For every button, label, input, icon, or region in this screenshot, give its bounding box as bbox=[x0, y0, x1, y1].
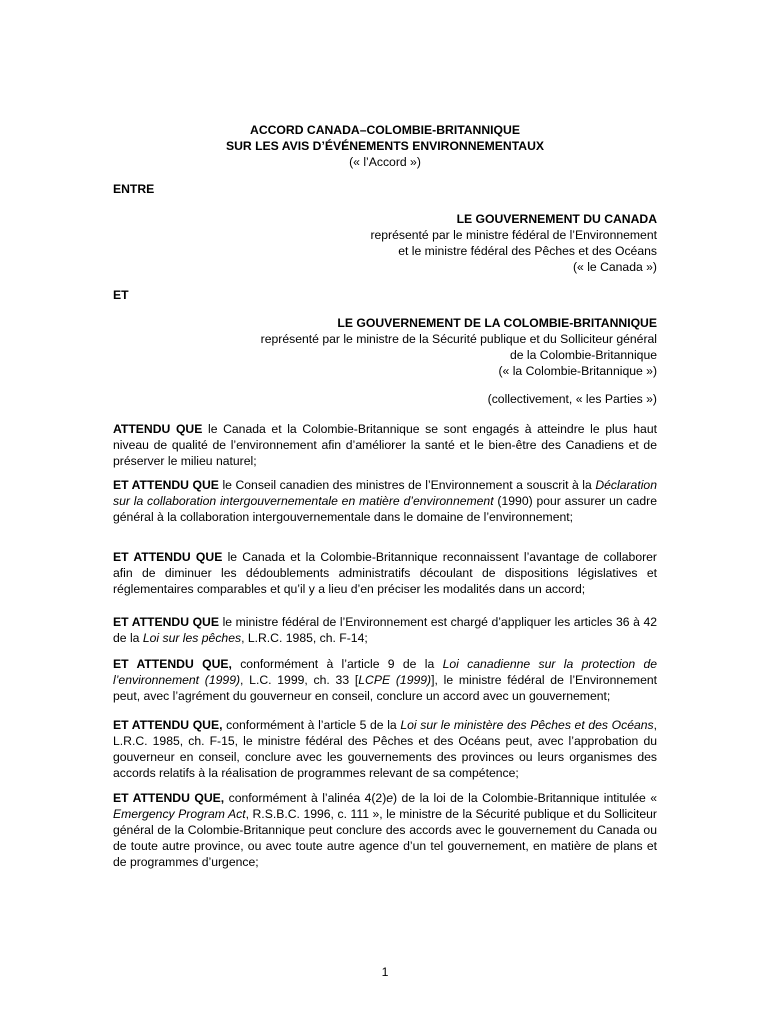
paragraph-text: , L.R.C. 1985, ch. F-15, le ministre fédéral des Pêches et des Océans peut, avec l’approbation du gouverneur en conseil, conclure avec les gouvernements des provinces ou leurs organismes des accords relatifs à la réalisation de programmes relevant de sa compétence; bbox=[113, 718, 658, 780]
paragraph-text: le ministre fédéral de l’Environnement est chargé d’appliquer les articles 36 à 42 de la bbox=[113, 615, 657, 645]
document-title bbox=[0, 122, 770, 170]
party-bc-short: (« la Colombie-Britannique ») bbox=[498, 364, 657, 378]
paragraph-lead: ATTENDU QUE bbox=[113, 422, 203, 436]
party-bc-name: LE GOUVERNEMENT DE LA COLOMBIE-BRITANNIQUE bbox=[337, 316, 657, 330]
paragraph-text: conformément à l’article 9 de la bbox=[231, 657, 443, 671]
paragraph-text: ) de la loi de la Colombie-Britannique intitulée « bbox=[393, 791, 657, 805]
paragraph-4 bbox=[113, 614, 657, 646]
paragraph-text: , L.C. 1999, ch. 33 [ bbox=[240, 673, 359, 687]
paragraph-text: le Canada et la Colombie-Britannique reconnaissent l’avantage de collaborer afin de diminuer les dédoublements administratifs découlant de dispositions législatives et réglementaires comparables et qu’il y a lieu d’en préciser les modalités dans un accord; bbox=[113, 550, 657, 596]
paragraph-text: (1990) pour assurer un cadre général à la collaboration intergouvernementale dans le domaine de l’environnement; bbox=[113, 494, 657, 524]
paragraph-lead: ET ATTENDU QUE, bbox=[113, 718, 223, 732]
paragraph-italic: Emergency Program Act bbox=[113, 807, 246, 821]
paragraph-italic: Déclaration sur la collaboration intergouvernementale en matière d’environnement bbox=[113, 478, 657, 508]
paragraph-lead: ET ATTENDU QUE bbox=[113, 615, 219, 629]
paragraph-italic: Loi sur les pêches bbox=[142, 631, 242, 645]
et-label: ET bbox=[113, 288, 129, 302]
paragraph-lead: ET ATTENDU QUE, bbox=[113, 657, 232, 671]
paragraph-italic: LCPE (1999) bbox=[358, 673, 432, 687]
page-number: 1 bbox=[381, 965, 389, 979]
party-canada-line-1: représenté par le ministre fédéral de l’Environnement bbox=[370, 228, 657, 242]
paragraph-lead: ET ATTENDU QUE, bbox=[113, 791, 225, 805]
party-canada-short: (« le Canada ») bbox=[572, 260, 657, 274]
collective-parties: (collectivement, « les Parties ») bbox=[487, 392, 657, 406]
paragraph-1 bbox=[113, 421, 657, 469]
party-bc bbox=[113, 315, 657, 379]
title-line-2: SUR LES AVIS D’ÉVÉNEMENTS ENVIRONNEMENTAUX bbox=[225, 139, 545, 153]
paragraph-5 bbox=[113, 656, 657, 704]
paragraph-text: ], le ministre fédéral de l’Environnement peut, avec l’agrément du gouverneur en conseil, conclure un accord avec un gouvernement; bbox=[113, 673, 658, 703]
paragraph-7 bbox=[113, 790, 657, 870]
paragraph-text: conformément à l’article 5 de la bbox=[222, 718, 401, 732]
paragraph-italic: Loi canadienne sur la protection de l’environnement (1999) bbox=[113, 657, 658, 687]
title-line-3: (« l’Accord ») bbox=[349, 155, 421, 169]
party-bc-line-2: de la Colombie-Britannique bbox=[509, 348, 657, 362]
paragraph-text: conformément à l’alinéa 4(2) bbox=[224, 791, 387, 805]
paragraph-3 bbox=[113, 549, 657, 597]
paragraph-italic: e bbox=[386, 791, 394, 805]
party-bc-line-1: représenté par le ministre de la Sécurité publique et du Solliciteur général bbox=[260, 332, 657, 346]
paragraph-2 bbox=[113, 477, 657, 525]
paragraph-text: , L.R.C. 1985, ch. F-14; bbox=[241, 631, 368, 645]
party-canada-line-2: et le ministre fédéral des Pêches et des Océans bbox=[398, 244, 657, 258]
paragraph-lead: ET ATTENDU QUE bbox=[113, 478, 219, 492]
party-canada-name: LE GOUVERNEMENT DU CANADA bbox=[456, 212, 657, 226]
paragraph-italic: Loi sur le ministère des Pêches et des Océans bbox=[400, 718, 654, 732]
paragraph-text: , R.S.B.C. 1996, c. 111 », le ministre de la Sécurité publique et du Solliciteur général de la Colombie-Britannique peut conclure des accords avec le gouvernement du Canada ou de toute autre province, ou avec toute autre agence d’un tel gouvernement, en matière de plans et de programmes d’urgence; bbox=[113, 807, 657, 869]
paragraph-lead: ET ATTENDU QUE bbox=[113, 550, 223, 564]
paragraph-text: le Conseil canadien des ministres de l’Environnement a souscrit à la bbox=[218, 478, 596, 492]
paragraph-6 bbox=[113, 717, 657, 781]
party-canada bbox=[113, 211, 657, 275]
paragraph-text: le Canada et la Colombie-Britannique se sont engagés à atteindre le plus haut niveau de qualité de l’environnement afin d’améliorer la santé et le bien-être des Canadiens et de préserver le milieu naturel; bbox=[113, 422, 657, 468]
title-line-1: ACCORD CANADA–COLOMBIE-BRITANNIQUE bbox=[250, 123, 520, 137]
entre-label: ENTRE bbox=[113, 182, 155, 196]
